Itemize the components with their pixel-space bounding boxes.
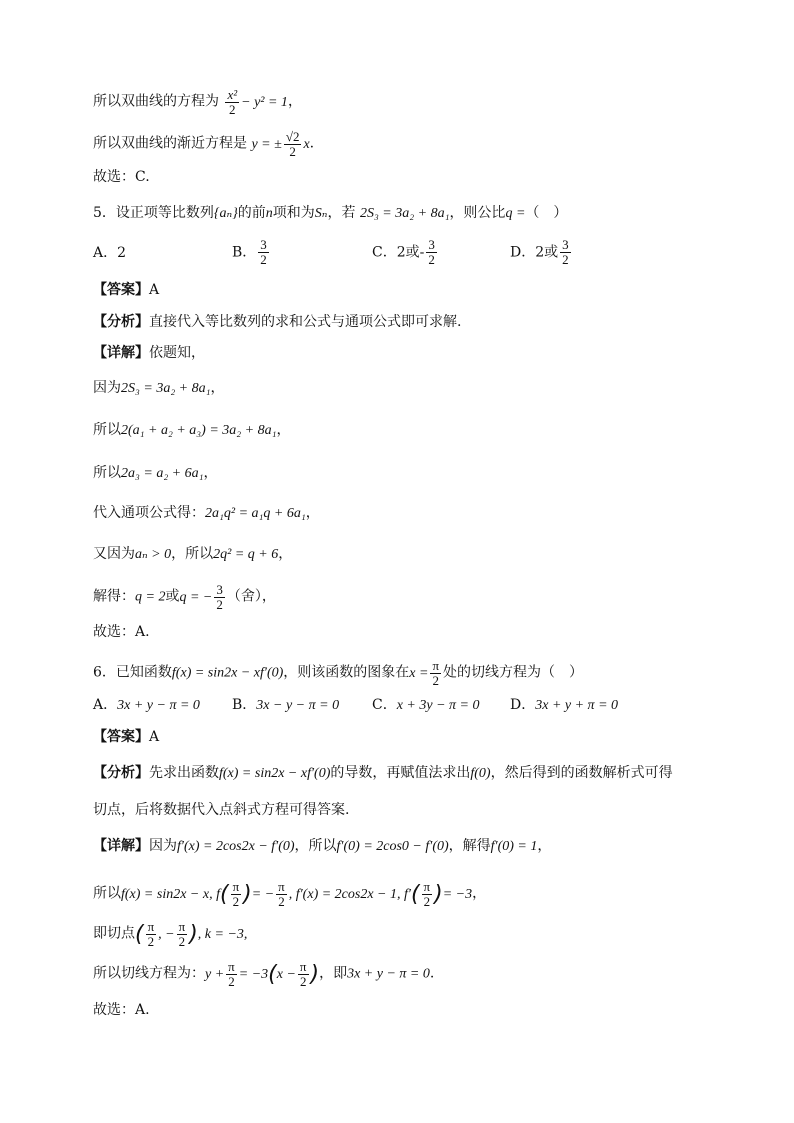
hyperbola-equation: $\frac{\text{x²}}{2}$ − y² = 1 [227, 87, 288, 117]
q5-step-5: 又因为aₙ > 0，所以2q² = q + 6， [93, 546, 293, 562]
q6-option-a: A．3x + y − π = 0 [93, 697, 200, 713]
asymptote-equation: y = ± $\frac{√2}{2}$ x [251, 129, 310, 159]
q6-option-b: B．3x − y − π = 0 [232, 697, 340, 713]
q6-choose: 故选：A. [93, 1002, 150, 1018]
q5-answer: 【答案】A [93, 282, 160, 298]
q5-option-a: A．2 [93, 245, 127, 261]
q6-answer: 【答案】A [93, 729, 160, 745]
q5-step-1: 因为2S₃ = 3a₂ + 8a₁， [93, 380, 225, 396]
hyperbola-equation-line: 所以双曲线的方程为 $\frac{\text{x²}}{2}$ − y² = 1， [93, 87, 302, 117]
q6-so-line: 所以f(x) = sin2x − x, f( $\frac{\pi}{2}$ )= − $\frac{\pi}{2}$ , f′(x) = 2cos2x − 1, f′( $\frac{\pi}{2}$ )= −3， [93, 879, 487, 909]
q5-step-2: 所以2(a₁ + a₂ + a₃) = 3a₂ + 8a₁， [93, 422, 291, 438]
q5-analysis: 【分析】直接代入等比数列的求和公式与通项公式即可求解. [93, 314, 462, 330]
q6-detail: 【详解】因为f′(x) = 2cos2x − f′(0)，所以f′(0) = 2cos0 − f′(0)，解得f′(0) = 1， [93, 838, 552, 854]
q6-analysis: 【分析】先求出函数f(x) = sin2x − xf′(0)的导数，再赋值法求出f(0)，然后得到的函数解析式可得 [93, 765, 673, 781]
q6-tangent-point-line: 即切点( $\frac{\pi}{2}$ , − $\frac{\pi}{2}$ ), k = −3, [93, 919, 248, 949]
q5-choose: 故选：A. [93, 624, 150, 640]
q5-detail: 【详解】依题知， [93, 345, 205, 361]
q5-step-3: 所以2a₃ = a₂ + 6a₁， [93, 465, 218, 481]
q6-option-c: C．x + 3y − π = 0 [372, 697, 480, 713]
q5-step-6: 解得：q = 2或q = − $\frac{3}{2}$ （舍）， [93, 582, 276, 612]
q6-option-d: D．3x + y + π = 0 [510, 697, 619, 713]
question-5-stem: 5．设正项等比数列{aₙ}的前n项和为Sₙ，若 2S₃ = 3a₂ + 8a₁，则公比q =（ ） [93, 205, 568, 221]
q5-option-b: B． $\frac{3}{2}$ [232, 237, 267, 267]
q5-option-c: C．2或- $\frac{3}{2}$ [372, 237, 435, 267]
q5-step-4: 代入通项公式得：2a₁q² = a₁q + 6a₁， [93, 505, 320, 521]
q6-analysis-2: 切点，后将数据代入点斜式方程可得答案. [93, 802, 350, 818]
choose-c: 故选：C. [93, 169, 150, 185]
asymptote-equation-line: 所以双曲线的渐近方程是 y = ± $\frac{√2}{2}$ x. [93, 129, 315, 159]
q6-tangent-equation-line: 所以切线方程为：y + $\frac{\pi}{2}$ = −3(x − $\frac{\pi}{2}$ )，即3x + y − π = 0. [93, 959, 435, 989]
question-6-stem: 6．已知函数f(x) = sin2x − xf′(0)，则该函数的图象在x = $\frac{\pi}{2}$ 处的切线方程为（ ） [93, 658, 584, 688]
q5-option-d: D．2或 $\frac{3}{2}$ [510, 237, 569, 267]
